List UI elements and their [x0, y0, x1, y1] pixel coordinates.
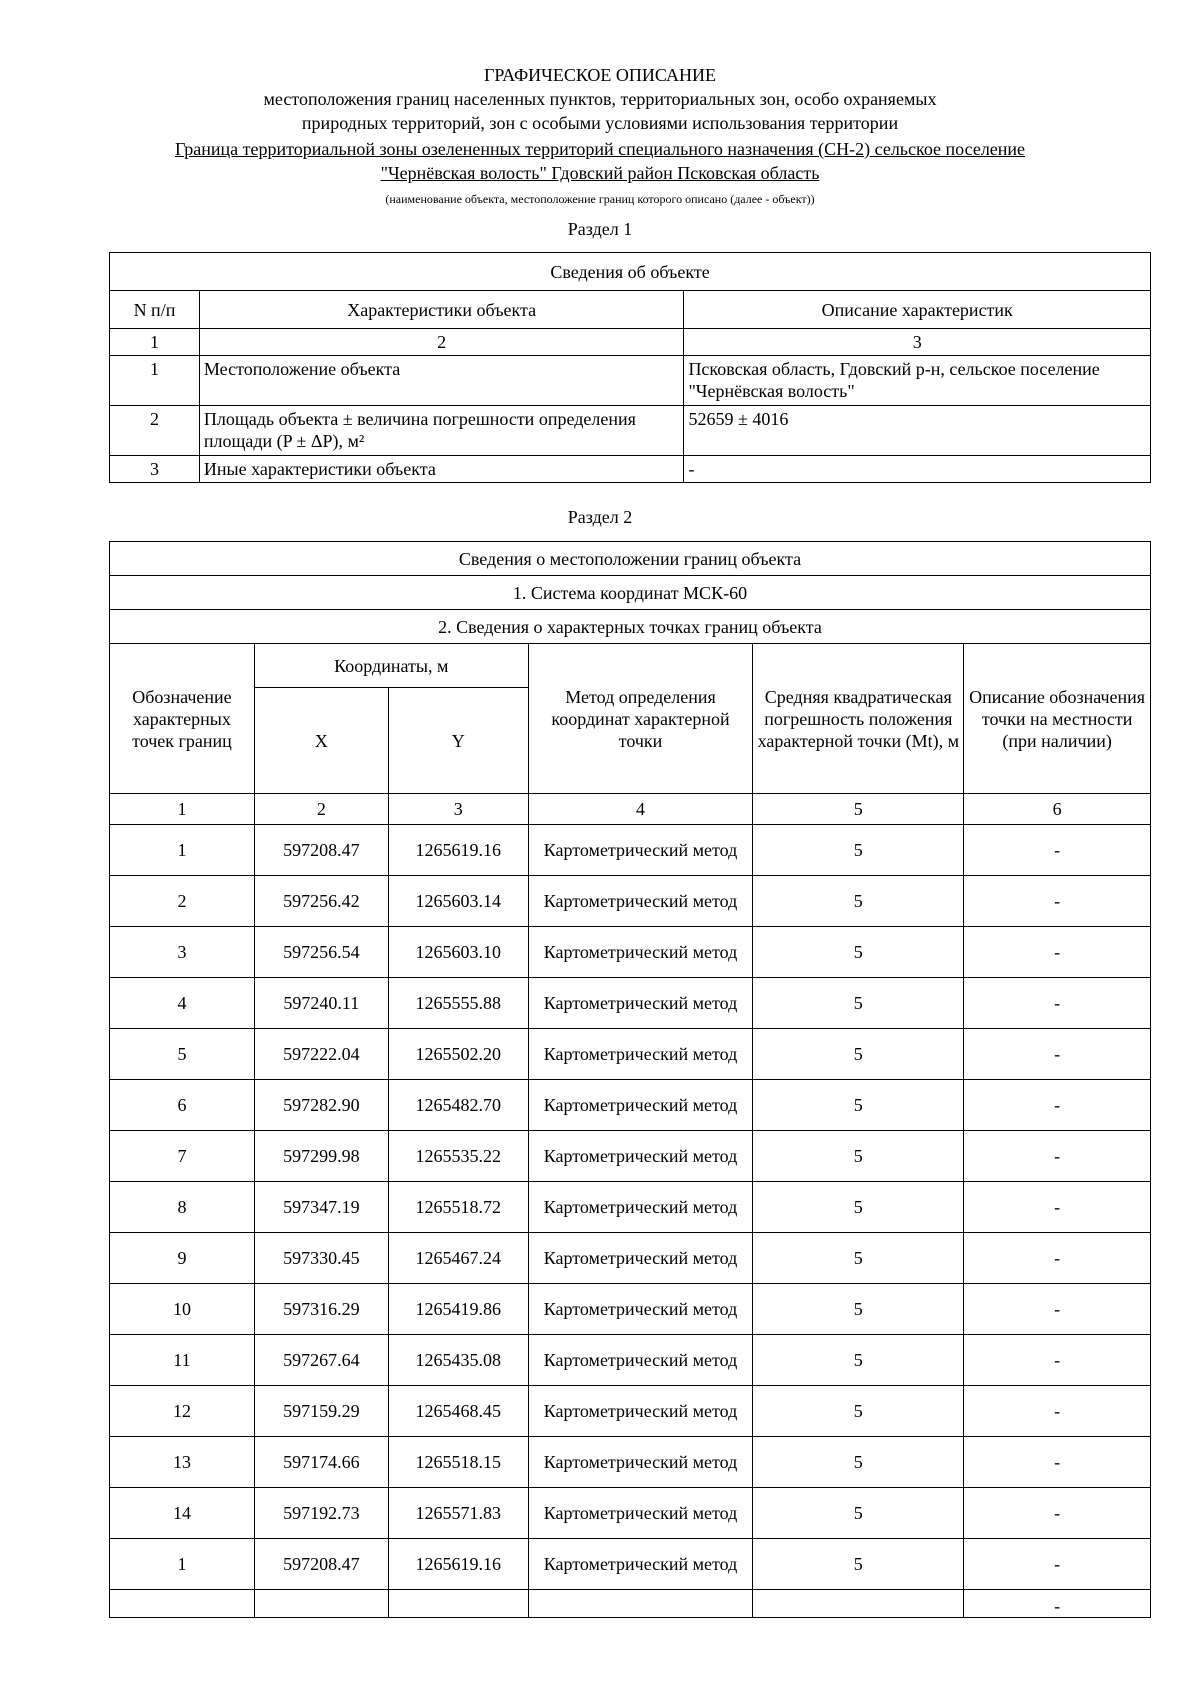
- col-header-point-description: Описание обозначения точки на местности (при наличии): [964, 644, 1151, 794]
- point-number: 11: [110, 1335, 255, 1386]
- coord-x: 597299.98: [254, 1131, 388, 1182]
- description-cell: -: [964, 1233, 1151, 1284]
- point-number: 1: [110, 825, 255, 876]
- error-cell: 5: [753, 1488, 964, 1539]
- coord-x: 597192.73: [254, 1488, 388, 1539]
- points-title: 2. Сведения о характерных точках границ объекта: [110, 610, 1151, 644]
- error-cell: 5: [753, 978, 964, 1029]
- table-row: [110, 1488, 1151, 1539]
- point-number: 7: [110, 1131, 255, 1182]
- boundary-table-title: Сведения о местоположении границ объекта: [110, 542, 1151, 576]
- method-cell: Картометрический метод: [528, 1029, 753, 1080]
- point-number: 4: [110, 978, 255, 1029]
- coord-x: 597159.29: [254, 1386, 388, 1437]
- object-info-table-title: Сведения об объекте: [110, 253, 1151, 291]
- col-number: 3: [684, 329, 1151, 356]
- table-row: [110, 1437, 1151, 1488]
- coord-y: 1265555.88: [388, 978, 528, 1029]
- col-number: 6: [964, 794, 1151, 825]
- error-cell: 5: [753, 1182, 964, 1233]
- point-number: 1: [110, 1539, 255, 1590]
- table-row: [110, 1029, 1151, 1080]
- table-row: [110, 876, 1151, 927]
- point-number: 2: [110, 876, 255, 927]
- coord-y: 1265467.24: [388, 1233, 528, 1284]
- coord-y: 1265535.22: [388, 1131, 528, 1182]
- table-row: [110, 1080, 1151, 1131]
- method-cell: Картометрический метод: [528, 876, 753, 927]
- col-header-description: Описание характеристик: [684, 291, 1151, 329]
- coordinate-system: 1. Система координат МСК-60: [110, 576, 1151, 610]
- coord-y: 1265502.20: [388, 1029, 528, 1080]
- error-cell: 5: [753, 927, 964, 978]
- description-cell: -: [964, 1437, 1151, 1488]
- empty-cell: [254, 1590, 388, 1618]
- method-cell: Картометрический метод: [528, 825, 753, 876]
- col-number: 5: [753, 794, 964, 825]
- object-note: (наименование объекта, местоположение границ которого описано (далее - объект)): [385, 192, 815, 206]
- coord-x: 597208.47: [254, 1539, 388, 1590]
- coord-y: 1265419.86: [388, 1284, 528, 1335]
- row-characteristic: Иные характеристики объекта: [199, 456, 684, 483]
- method-cell: Картометрический метод: [528, 978, 753, 1029]
- section2-label: Раздел 2: [567, 507, 633, 527]
- coord-x: 597316.29: [254, 1284, 388, 1335]
- coord-y: 1265603.10: [388, 927, 528, 978]
- table-row: [110, 456, 1151, 483]
- method-cell: Картометрический метод: [528, 1437, 753, 1488]
- error-cell: 5: [753, 1539, 964, 1590]
- point-number: 14: [110, 1488, 255, 1539]
- description-cell: -: [964, 927, 1151, 978]
- point-number: 5: [110, 1029, 255, 1080]
- table-row: [110, 1233, 1151, 1284]
- error-cell: 5: [753, 1386, 964, 1437]
- coord-x: 597208.47: [254, 825, 388, 876]
- description-cell: -: [964, 1131, 1151, 1182]
- table-row: [110, 356, 1151, 406]
- col-header-n: N п/п: [110, 291, 200, 329]
- point-number: 13: [110, 1437, 255, 1488]
- error-cell: 5: [753, 1233, 964, 1284]
- error-cell: 5: [753, 1284, 964, 1335]
- table-row: [110, 1386, 1151, 1437]
- col-header-characteristics: Характеристики объекта: [199, 291, 684, 329]
- col-header-coordinates: Координаты, м: [254, 644, 528, 688]
- table-row: [110, 1182, 1151, 1233]
- boundary-points-table: [109, 541, 1151, 1618]
- col-number: 2: [199, 329, 684, 356]
- document-subtitle-line1: местоположения границ населенных пунктов, территориальных зон, особо охраняемых: [263, 89, 937, 109]
- method-cell: Картометрический метод: [528, 927, 753, 978]
- table-row: [110, 1335, 1151, 1386]
- coord-x: 597267.64: [254, 1335, 388, 1386]
- table-row: [110, 406, 1151, 456]
- coord-y: 1265619.16: [388, 1539, 528, 1590]
- error-cell: 5: [753, 1080, 964, 1131]
- description-cell: -: [964, 1539, 1151, 1590]
- method-cell: Картометрический метод: [528, 1386, 753, 1437]
- point-number: 10: [110, 1284, 255, 1335]
- method-cell: Картометрический метод: [528, 1335, 753, 1386]
- row-number: 2: [110, 406, 200, 456]
- method-cell: Картометрический метод: [528, 1284, 753, 1335]
- description-cell: -: [964, 1386, 1151, 1437]
- coord-y: 1265518.72: [388, 1182, 528, 1233]
- row-characteristic: Площадь объекта ± величина погрешности определения площади (P ± ΔP), м²: [199, 406, 684, 456]
- description-cell: -: [964, 876, 1151, 927]
- col-number: 2: [254, 794, 388, 825]
- empty-cell: [110, 1590, 255, 1618]
- coord-x: 597222.04: [254, 1029, 388, 1080]
- coord-y: 1265603.14: [388, 876, 528, 927]
- object-info-table: [109, 252, 1151, 483]
- col-number: 1: [110, 794, 255, 825]
- coord-x: 597330.45: [254, 1233, 388, 1284]
- col-number: 1: [110, 329, 200, 356]
- error-cell: 5: [753, 876, 964, 927]
- section1-label: Раздел 1: [567, 219, 633, 239]
- point-number: 9: [110, 1233, 255, 1284]
- description-cell: -: [964, 978, 1151, 1029]
- empty-row-description: -: [964, 1590, 1151, 1618]
- point-number: 3: [110, 927, 255, 978]
- col-number: 3: [388, 794, 528, 825]
- coord-x: 597174.66: [254, 1437, 388, 1488]
- empty-table-row: [110, 1590, 1151, 1618]
- method-cell: Картометрический метод: [528, 1182, 753, 1233]
- point-number: 8: [110, 1182, 255, 1233]
- empty-cell: [388, 1590, 528, 1618]
- error-cell: 5: [753, 1131, 964, 1182]
- error-cell: 5: [753, 1029, 964, 1080]
- method-cell: Картометрический метод: [528, 1539, 753, 1590]
- empty-cell: [528, 1590, 753, 1618]
- table-row: [110, 978, 1151, 1029]
- description-cell: -: [964, 1488, 1151, 1539]
- coord-x: 597240.11: [254, 978, 388, 1029]
- description-cell: -: [964, 1284, 1151, 1335]
- document-title: ГРАФИЧЕСКОЕ ОПИСАНИЕ: [483, 65, 717, 85]
- object-name-line2: [0, 162, 1200, 184]
- row-value: 52659 ± 4016: [684, 406, 1151, 456]
- description-cell: -: [964, 825, 1151, 876]
- coord-y: 1265435.08: [388, 1335, 528, 1386]
- row-value: -: [684, 456, 1151, 483]
- col-number: 4: [528, 794, 753, 825]
- coord-x: 597282.90: [254, 1080, 388, 1131]
- coord-x: 597347.19: [254, 1182, 388, 1233]
- row-number: 1: [110, 356, 200, 406]
- coord-y: 1265571.83: [388, 1488, 528, 1539]
- empty-cell: [753, 1590, 964, 1618]
- coord-y: 1265468.45: [388, 1386, 528, 1437]
- col-header-x: X: [254, 688, 388, 794]
- object-name-line1: [0, 138, 1200, 160]
- error-cell: 5: [753, 825, 964, 876]
- point-number: 12: [110, 1386, 255, 1437]
- table-row: [110, 825, 1151, 876]
- method-cell: Картометрический метод: [528, 1233, 753, 1284]
- table-row: [110, 1284, 1151, 1335]
- error-cell: 5: [753, 1437, 964, 1488]
- document-subtitle-line2: природных территорий, зон с особыми условиями использования территории: [301, 113, 899, 133]
- table-row: [110, 1131, 1151, 1182]
- method-cell: Картометрический метод: [528, 1488, 753, 1539]
- coord-y: 1265482.70: [388, 1080, 528, 1131]
- col-header-method: Метод определения координат характерной точки: [528, 644, 753, 794]
- description-cell: -: [964, 1080, 1151, 1131]
- row-number: 3: [110, 456, 200, 483]
- coord-y: 1265518.15: [388, 1437, 528, 1488]
- col-header-designation: Обозначение характерных точек границ: [110, 644, 255, 794]
- object-name-line2-text: "Чернёвская волость" Гдовский район Псковская область: [380, 163, 820, 183]
- table-row: [110, 927, 1151, 978]
- method-cell: Картометрический метод: [528, 1080, 753, 1131]
- coord-y: 1265619.16: [388, 825, 528, 876]
- col-header-error: Средняя квадратическая погрешность положения характерной точки (Mt), м: [753, 644, 964, 794]
- row-value: Псковская область, Гдовский р-н, сельское поселение "Чернёвская волость": [684, 356, 1151, 406]
- error-cell: 5: [753, 1335, 964, 1386]
- table-row: [110, 1539, 1151, 1590]
- row-characteristic: Местоположение объекта: [199, 356, 684, 406]
- col-header-y: Y: [388, 688, 528, 794]
- coord-x: 597256.54: [254, 927, 388, 978]
- object-name-line1-text: Граница территориальной зоны озелененных территорий специального назначения (СН-2) сельское поселение: [174, 139, 1026, 159]
- point-number: 6: [110, 1080, 255, 1131]
- description-cell: -: [964, 1182, 1151, 1233]
- method-cell: Картометрический метод: [528, 1131, 753, 1182]
- description-cell: -: [964, 1335, 1151, 1386]
- coord-x: 597256.42: [254, 876, 388, 927]
- description-cell: -: [964, 1029, 1151, 1080]
